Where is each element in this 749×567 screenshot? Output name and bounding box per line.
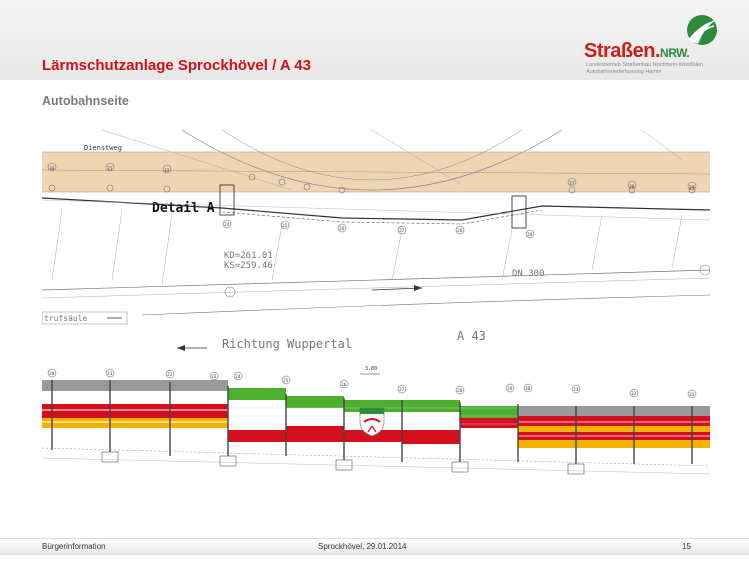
- elevation-post-number: 20: [49, 372, 55, 377]
- plan-label-dienstweg: Dienstweg: [84, 144, 122, 152]
- plan-label-kd: KD=261.01: [224, 251, 273, 261]
- elevation-post-number: 26: [341, 383, 347, 388]
- elevation-view: [42, 366, 710, 474]
- plan-marker-top: 38: [629, 185, 635, 190]
- plan-label-a43: A 43: [457, 329, 486, 343]
- plan-marker-top: 37: [569, 182, 575, 187]
- plan-label-dn: DN 300: [512, 269, 545, 279]
- footer-date: Sprockhövel, 29.01.2014: [318, 542, 407, 551]
- plan-view: [42, 130, 710, 351]
- plan-marker-top: 31: [107, 167, 113, 172]
- plan-label-trufsaeule: trufsäule: [44, 314, 88, 323]
- logo-line2: Autobahnniederlassung Hamm: [586, 69, 662, 75]
- footer: [0, 538, 749, 555]
- plan-marker-top: 32: [164, 169, 170, 174]
- plan-marker-bottom: 27: [399, 229, 405, 234]
- elevation-post-number: 29: [507, 387, 513, 392]
- plan-label-ks: KS=259.46: [224, 261, 273, 271]
- plan-marker-bottom: 25: [282, 224, 288, 229]
- plan-label-richtung: Richtung Wuppertal: [222, 337, 353, 351]
- elevation-post-number: 30: [525, 387, 531, 392]
- elevation-post-number: 32: [631, 392, 637, 397]
- logo-line1: Landesbetrieb Straßenbau Nordrhein-Westfalen: [586, 62, 703, 68]
- elevation-scale-label: 3.00: [365, 366, 378, 372]
- elevation-post-number: 23: [211, 375, 217, 380]
- plan-marker-top: 39: [689, 186, 695, 191]
- technical-drawing: [42, 130, 710, 480]
- plan-marker-bottom: 26: [339, 227, 345, 232]
- elevation-post-number: 27: [399, 388, 405, 393]
- elevation-post-number: 21: [107, 372, 113, 377]
- plan-marker-top: 30: [49, 167, 55, 172]
- slide-title: Lärmschutzanlage Sprockhövel / A 43: [42, 57, 311, 74]
- footer-left: Bürgerinformation: [42, 542, 106, 551]
- elevation-post-number: 24: [235, 375, 241, 380]
- detail-box-right: [512, 196, 526, 228]
- logo-subtitle: [586, 62, 703, 76]
- elevation-post-number: 33: [689, 393, 695, 398]
- logo-brand: Straßen.NRW.: [584, 40, 690, 62]
- plan-marker-bottom: 24: [224, 223, 230, 228]
- elevation-post-number: 28: [457, 389, 463, 394]
- slide-subtitle: Autobahnseite: [42, 94, 129, 108]
- elevation-post-number: 31: [573, 388, 579, 393]
- footer-page-number: 15: [682, 542, 691, 551]
- plan-marker-bottom: 29: [527, 233, 533, 238]
- plan-label-detail: Detail A: [152, 201, 215, 216]
- elevation-post-number: 25: [283, 379, 289, 384]
- plan-marker-bottom: 28: [457, 229, 463, 234]
- elevation-post-number: 22: [167, 373, 173, 378]
